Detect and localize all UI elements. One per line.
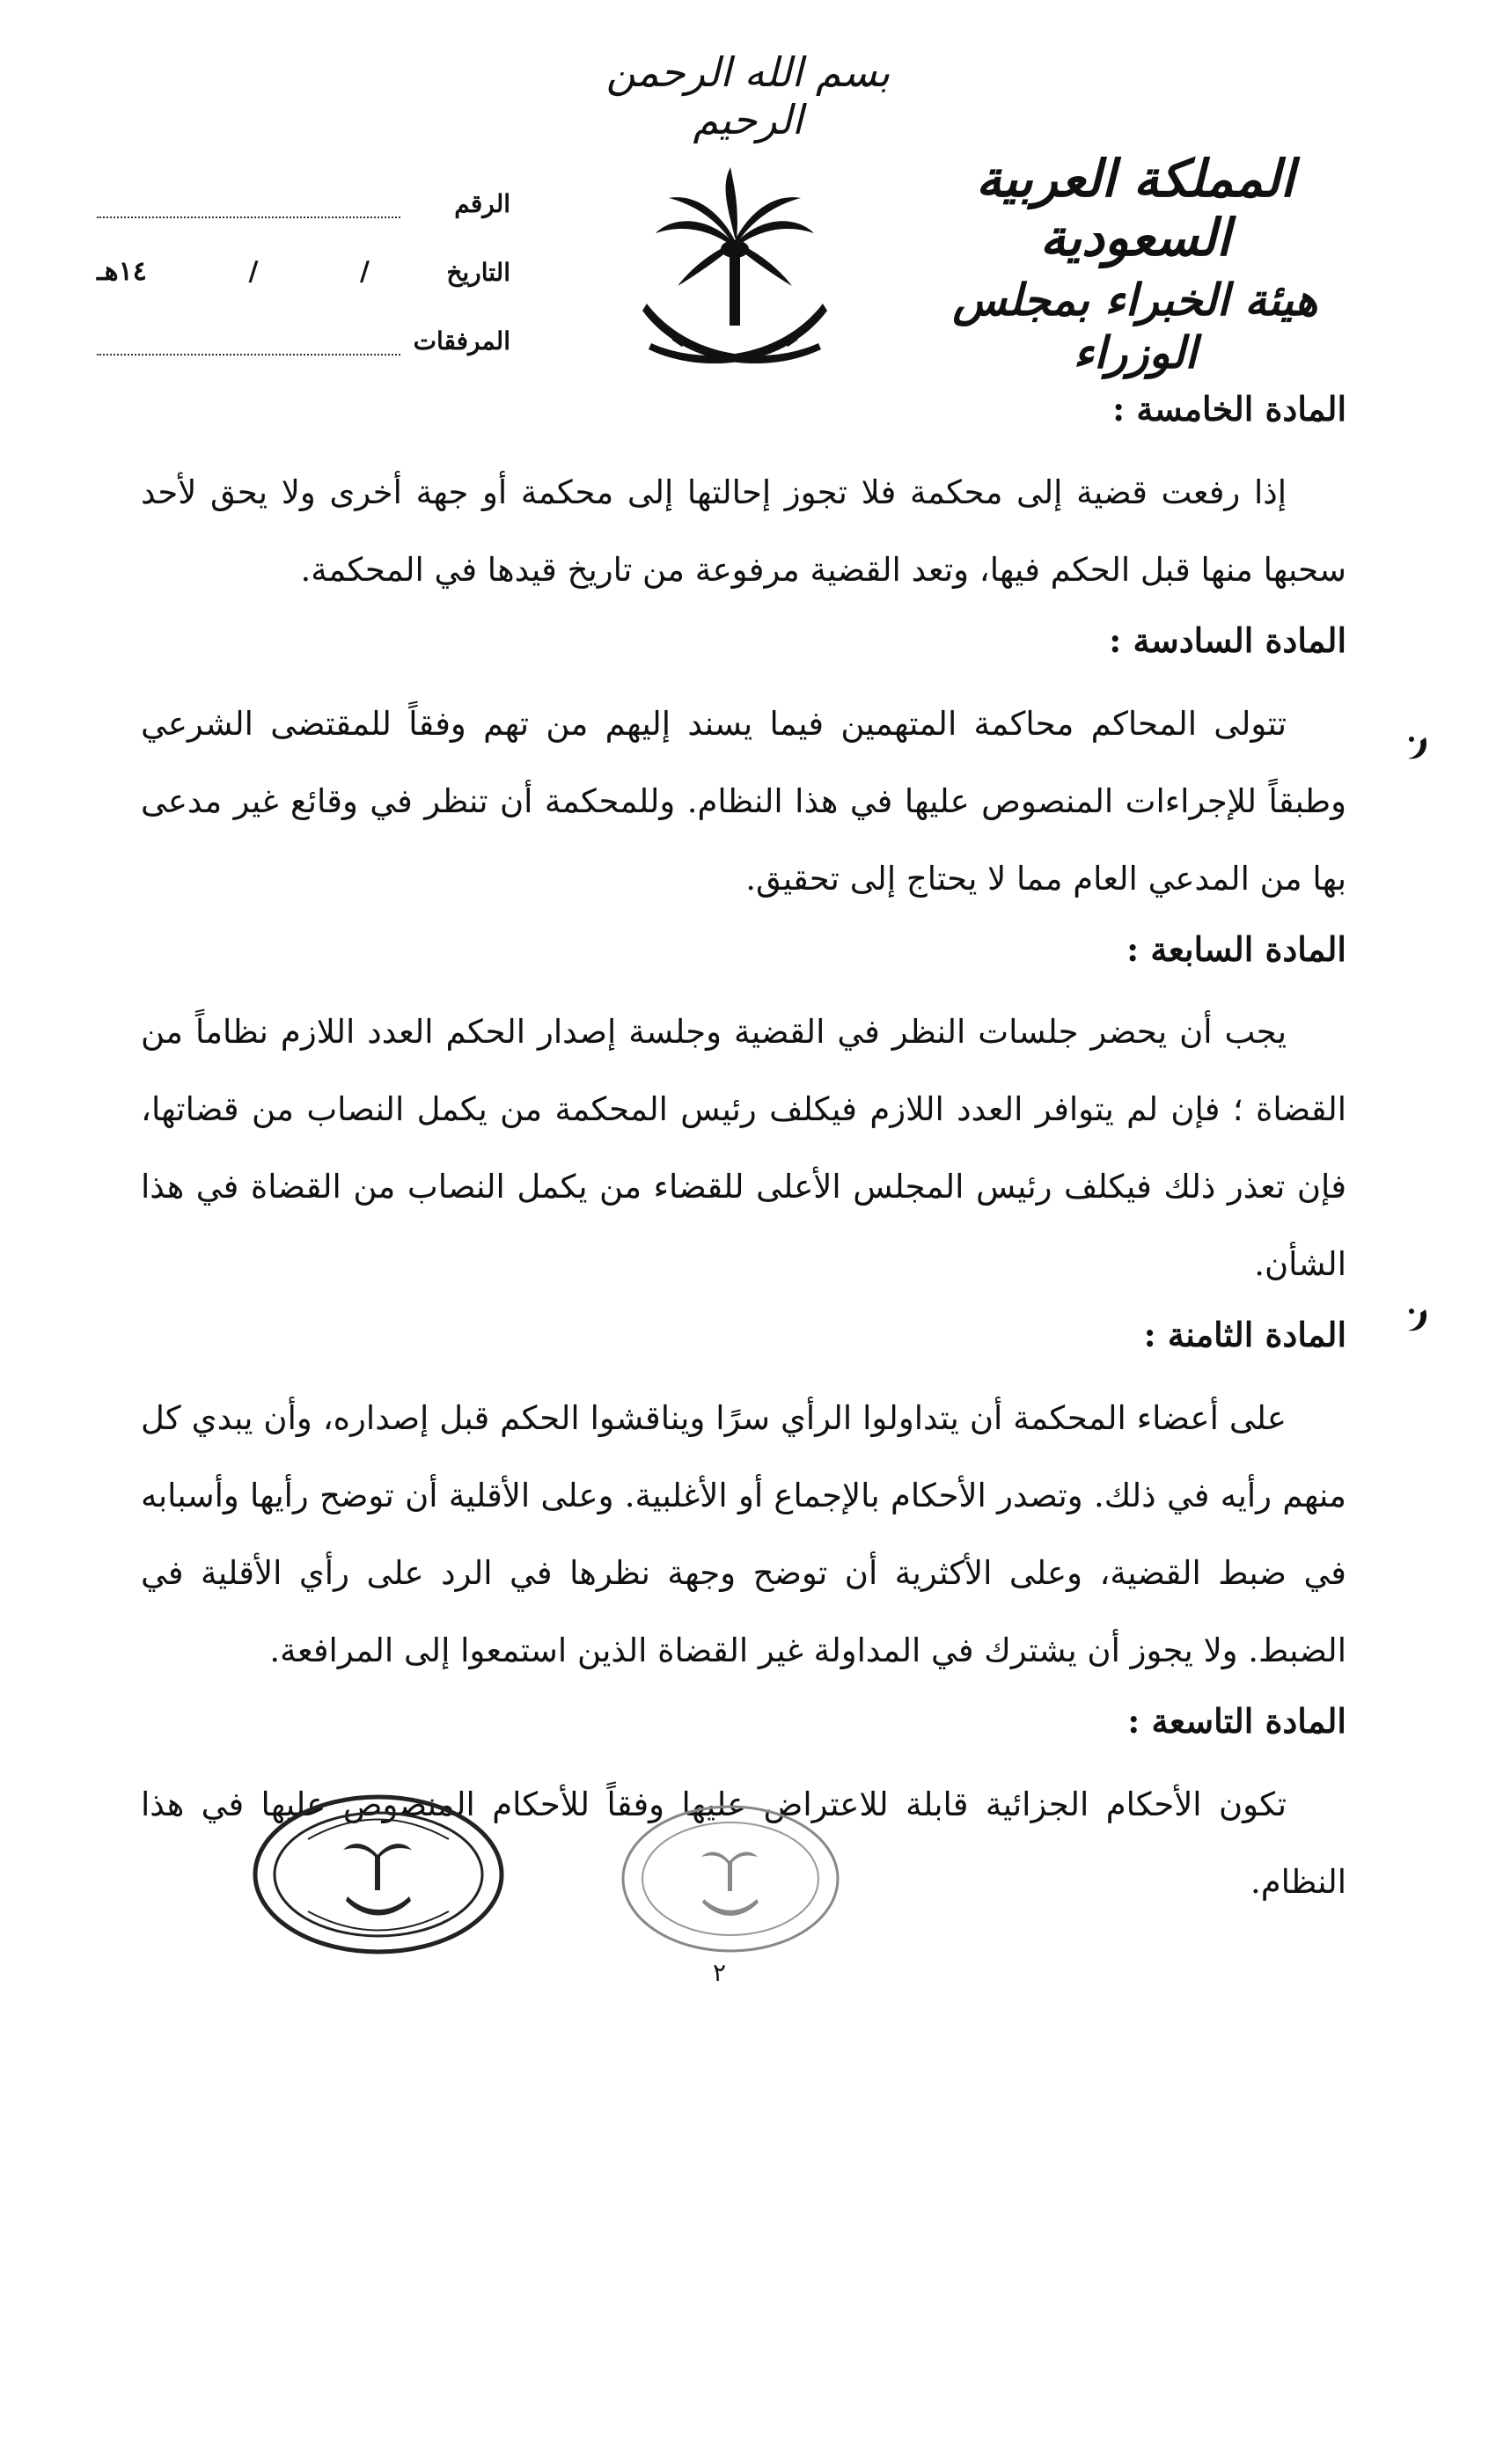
date-field xyxy=(97,256,400,287)
ref-number-label: الرقم xyxy=(454,189,510,218)
article-paragraph: تكون الأحكام الجزائية قابلة للاعتراض عليها وفقاً للأحكام المنصوص عليها في هذا النظام. xyxy=(141,1785,1346,1901)
article-title: المادة السابعة : xyxy=(1126,928,1346,969)
article xyxy=(141,923,1346,1304)
date-row xyxy=(97,218,510,287)
article-paragraph: على أعضاء المحكمة أن يتداولوا الرأي سرًا ويناقشوا الحكم قبل إصداره، وأن يبدي كل منهم رأيه في ذلك. وتصدر الأحكام بالإجماع أو الأغلبية. وعلى الأقلية أن توضح رأيها وأسبابه في ضبط القضية، وعلى الأكثرية أن توضح وجهة نظرها في الرد على رأي الأقلية في الضبط. ولا يجوز أن يشترك في المداولة غير القضاة الذين استمعوا إلى المرافعة. xyxy=(141,1399,1346,1670)
article-title: المادة التاسعة : xyxy=(1127,1701,1346,1742)
article xyxy=(141,1309,1346,1690)
article xyxy=(141,614,1346,918)
article-paragraph: تتولى المحاكم محاكمة المتهمين فيما يسند إليهم من تهم وفقاً للمقتضى الشرعي وطبقاً للإجراءات المنصوص عليها في هذا النظام. وللمحكمة أن تنظر في وقائع غير مدعى بها من المدعي العام مما لا يحتاج إلى تحقيق. xyxy=(141,704,1346,898)
attachments-label: المرفقات xyxy=(413,326,510,356)
articles-body xyxy=(141,383,1346,1926)
article xyxy=(141,383,1346,609)
organization-header xyxy=(906,150,1364,379)
official-seal-stamp xyxy=(246,1786,510,1962)
kingdom-name: المملكة العربية السعودية xyxy=(976,149,1294,268)
article-paragraph: إذا رفعت قضية إلى محكمة فلا تجوز إحالتها إلى محكمة أو جهة أخرى ولا يحق لأحد سحبها منها قبل الحكم فيها، وتعد القضية مرفوعة من تاريخ قيدها في المحكمة. xyxy=(141,473,1346,589)
date-year-suffix: ١٤هـ xyxy=(97,256,147,287)
article-title: المادة السادسة : xyxy=(1109,620,1346,660)
date-slash: / xyxy=(248,256,259,287)
attachments-field xyxy=(97,327,400,356)
page-number: ٢ xyxy=(713,1958,727,1987)
saudi-emblem-icon xyxy=(638,163,832,374)
ref-number-row xyxy=(97,150,510,218)
article-paragraph: يجب أن يحضر جلسات النظر في القضية وجلسة إصدار الحكم العدد اللازم نظاماً من القضاة ؛ فإن لم يتوافر العدد اللازم فيكلف رئيس المحكمة من يكمل النصاب من قضاتها، فإن تعذر ذلك فيكلف رئيس المجلس الأعلى للقضاء من يكمل النصاب من القضاة في هذا الشأن. xyxy=(141,1013,1346,1284)
date-slash: / xyxy=(360,256,370,287)
agency-name: هيئة الخبراء بمجلس الوزراء xyxy=(952,274,1318,379)
date-label: التاريخ xyxy=(446,258,510,287)
reference-block xyxy=(97,150,510,356)
ref-number-field xyxy=(97,190,400,218)
attachments-row xyxy=(97,287,510,356)
margin-initial-mark-icon xyxy=(1399,730,1434,766)
margin-initial-mark-icon xyxy=(1399,1302,1434,1338)
article-title: المادة الثامنة : xyxy=(1143,1315,1346,1355)
article-title: المادة الخامسة : xyxy=(1112,389,1346,429)
basmala: بسم الله الرحمن الرحيم xyxy=(605,48,891,143)
secondary-seal-stamp xyxy=(616,1795,845,1962)
